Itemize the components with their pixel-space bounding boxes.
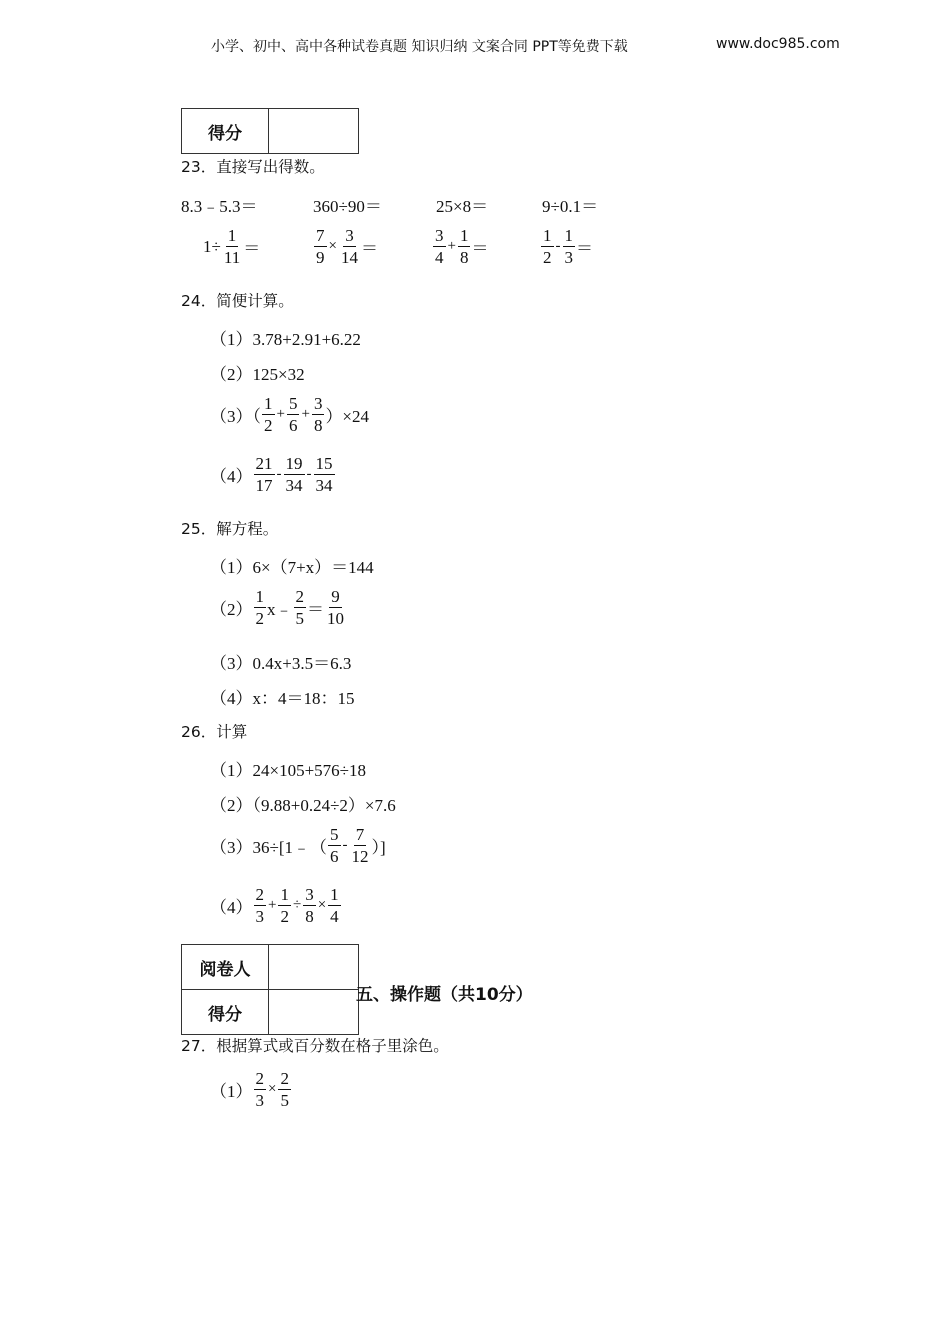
fraction: $\frac{3}{8}$	[305, 885, 314, 926]
operator: -	[276, 466, 282, 482]
q23-item-7	[432, 227, 488, 266]
operator: ÷	[292, 897, 302, 913]
reviewer-score-box	[181, 944, 359, 1035]
fraction: $\frac{2}{5}$	[295, 587, 304, 628]
score-field[interactable]	[269, 990, 359, 1035]
q25-part-2	[210, 588, 347, 627]
operator: +	[447, 238, 456, 254]
fraction: $\frac{1}{8}$	[459, 226, 469, 267]
operator: -	[306, 466, 312, 482]
q23-item-6	[313, 227, 378, 266]
fraction: $\frac{19}{34}$	[285, 454, 303, 495]
equals: ＝	[360, 239, 378, 258]
fraction: $\frac{1}{11}$	[223, 226, 241, 267]
part-tail: ）]	[371, 838, 386, 857]
part-label: （4）	[210, 898, 253, 917]
part-tail: ）×24	[325, 407, 370, 426]
operator: ×	[328, 238, 337, 254]
q23-5-pre: 1÷	[203, 236, 221, 256]
fraction: $\frac{5}{6}$	[288, 394, 298, 435]
operator: +	[268, 897, 277, 913]
fraction: $\frac{1}{2}$	[280, 885, 289, 926]
q23-item-1: 8.3﹣5.3＝	[181, 197, 258, 216]
score-label: 得分	[182, 109, 269, 154]
fraction: $\frac{2}{5}$	[280, 1069, 289, 1110]
fraction: $\frac{1}{2}$	[255, 587, 264, 628]
q23-5-post: ＝	[243, 239, 261, 258]
q23-item-8	[540, 227, 593, 266]
fraction: $\frac{1}{4}$	[330, 885, 339, 926]
q27-part-1	[210, 1070, 292, 1109]
score-field[interactable]	[269, 109, 359, 154]
header-text: 小学、初中、高中各种试卷真题 知识归纳 文案合同 PPT等免费下载	[211, 39, 628, 55]
equals: ＝	[307, 600, 324, 619]
fraction: $\frac{2}{3}$	[255, 1069, 264, 1110]
q26-part-4	[210, 886, 342, 925]
q25-part-4: （4）x：4＝18：15	[210, 689, 355, 708]
q24-part-2: （2）125×32	[210, 365, 305, 384]
fraction: $\frac{3}{4}$	[435, 226, 444, 267]
fraction: $\frac{7}{9}$	[316, 226, 325, 267]
equals: ＝	[576, 239, 593, 258]
fraction: $\frac{5}{6}$	[330, 825, 339, 866]
q23-item-4: 9÷0.1＝	[542, 197, 599, 216]
operator: ×	[317, 897, 327, 913]
reviewer-field[interactable]	[269, 945, 359, 990]
operator: ×	[268, 1081, 277, 1097]
question-23-title: 23．直接写出得数。	[181, 158, 325, 176]
question-25-title: 25．解方程。	[181, 520, 279, 538]
fraction: $\frac{3}{14}$	[340, 226, 358, 267]
fraction: $\frac{21}{17}$	[255, 454, 273, 495]
fraction: $\frac{9}{10}$	[327, 587, 344, 628]
fraction: $\frac{1}{2}$	[264, 394, 273, 435]
fraction: $\frac{1}{3}$	[564, 226, 573, 267]
operator: +	[276, 406, 285, 422]
part-label: （4）	[210, 467, 253, 486]
score-label: 得分	[182, 990, 269, 1035]
q24-part-1: （1）3.78+2.91+6.22	[210, 330, 361, 349]
fraction: $\frac{3}{8}$	[313, 394, 323, 435]
fraction: $\frac{7}{12}$	[351, 825, 369, 866]
part-label: （3）（	[210, 407, 261, 426]
q25-part-3: （3）0.4x+3.5＝6.3	[210, 654, 352, 673]
question-24-title: 24．简便计算。	[181, 292, 294, 310]
header-site: www.doc985.com	[716, 36, 840, 52]
question-27-title: 27．根据算式或百分数在格子里涂色。	[181, 1037, 449, 1055]
score-box	[181, 108, 359, 154]
q24-part-4	[210, 455, 336, 494]
part-label: （3）36÷[1﹣（	[210, 838, 327, 857]
reviewer-label: 阅卷人	[182, 945, 269, 990]
question-26-title: 26．计算	[181, 723, 248, 741]
q24-part-3	[210, 395, 369, 434]
q23-item-3: 25×8＝	[436, 197, 489, 216]
q26-part-3	[210, 826, 386, 865]
operator: -	[342, 837, 348, 853]
part-label: （1）	[210, 1082, 253, 1101]
fraction: $\frac{15}{34}$	[315, 454, 333, 495]
equals: ＝	[471, 239, 489, 258]
variable-minus: x﹣	[267, 600, 293, 619]
fraction: $\frac{2}{3}$	[255, 885, 264, 926]
part-label: （2）	[210, 600, 253, 619]
operator: -	[555, 238, 561, 254]
section-5-title: 五、操作题（共10分）	[356, 985, 533, 1005]
q26-part-1: （1）24×105+576÷18	[210, 761, 367, 780]
fraction: $\frac{1}{2}$	[543, 226, 552, 267]
q26-part-2: （2）（9.88+0.24÷2）×7.6	[210, 796, 396, 815]
operator: +	[301, 406, 310, 422]
q23-item-2: 360÷90＝	[313, 197, 382, 216]
q23-item-5	[203, 227, 260, 266]
q25-part-1: （1）6×（7+x）＝144	[210, 558, 374, 577]
